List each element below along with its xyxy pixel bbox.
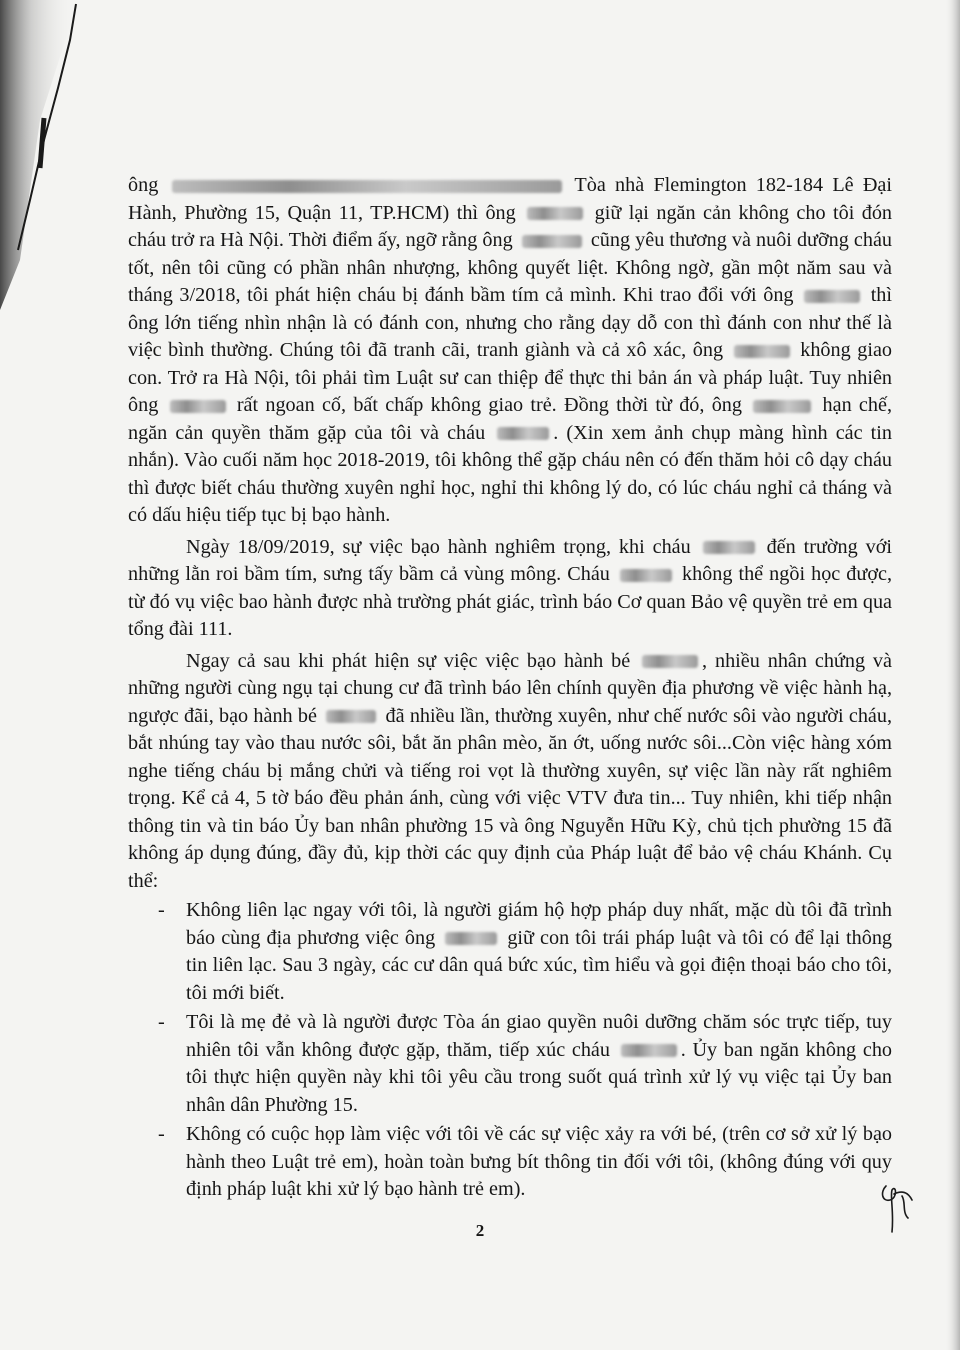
text-segment: giữ con tôi trái pháp luật và tôi có để lại thông tin liên lạc. Sau 3 ngày, các cư dân quá bức xúc, tìm hiểu và gọi điện thoại báo cho tôi, tôi mới biết. xyxy=(186,926,893,1004)
redacted-name xyxy=(497,427,549,440)
initials-signature xyxy=(872,1172,922,1242)
paragraph-2 xyxy=(128,534,892,644)
page-number: 2 xyxy=(475,1221,485,1240)
text-segment: giữ lại ngăn cản không cho tôi đón cháu trở ra Hà Nội. Thời điểm ấy, ngỡ rằng ông xyxy=(128,201,893,251)
redacted-name xyxy=(527,207,583,220)
redacted-name xyxy=(170,400,226,413)
dash-bullet: - xyxy=(158,899,165,921)
text-segment: thì ông lớn tiếng nhìn nhận là có đánh con, nhưng cho rằng dạy dỗ con thì đánh con như thế là việc bình thường. Chúng tôi đã tranh cãi, tranh giành và cả xô xác, ông xyxy=(128,284,893,361)
redacted-name xyxy=(804,290,860,303)
letter-body xyxy=(128,172,892,1206)
text-segment: Không có cuộc họp làm việc với tôi về các sự việc xảy ra với bé, (trên cơ sở xử lý bạo hành theo Luật trẻ em), hoàn toàn bưng bít thông tin đối với tôi, (không đúng với quy định pháp luật khi xử lý bạo hành trẻ em). xyxy=(186,1123,892,1200)
dash-list xyxy=(128,897,892,1204)
text-segment: rất ngoan cố, bất chấp không giao trẻ. Đồng thời từ đó, ông xyxy=(236,394,742,416)
text-segment: Ngày 18/09/2019, sự việc bạo hành nghiêm trọng, khi cháu xyxy=(186,535,691,558)
redacted-name xyxy=(620,569,672,582)
text-segment: Không liên lạc ngay với tôi, là người giám hộ hợp pháp duy nhất, mặc dù tôi đã trình báo cùng địa phương việc ông xyxy=(186,899,892,949)
paragraph-1 xyxy=(128,172,892,530)
text-segment: . (Xin xem ảnh chụp màng hình các tin nhắn). Vào cuối năm học 2018-2019, tôi không thể gặp cháu nên có đến thăm hỏi cô dạy cháu thì được biết cháu thường xuyên nghỉ học, nghỉ thi không lý do, có lúc cháu nghỉ cả tháng và có dấu hiệu tiếp tục bị bạo hành. xyxy=(128,421,892,526)
text-segment: ông xyxy=(128,174,159,196)
paragraph-3 xyxy=(128,648,892,896)
redacted-name xyxy=(326,710,376,723)
dash-bullet: - xyxy=(158,1123,165,1145)
text-segment: không thể ngồi học được, từ đó vụ việc bao hành được nhà trường phát giác, trình báo Cơ quan Bảo vệ quyền trẻ em qua tổng đài 111. xyxy=(128,563,893,640)
redacted-name xyxy=(621,1044,677,1057)
text-segment: Tòa nhà Flemington 182-184 Lê Đại Hành, Phường 15, Quận 11, TP.HCM) thì ông xyxy=(128,174,892,224)
redacted-name xyxy=(642,655,698,668)
text-segment: Ngay cả sau khi phát hiện sự việc việc bạo hành bé xyxy=(186,649,631,672)
text-segment: đã nhiều lần, thường xuyên, như chế nước sôi vào người cháu, bắt nhúng tay vào thau nước sôi, bắt ăn phân mèo, ăn ớt, uống nước sôi...Còn việc hàng xóm nghe tiếng cháu bị mắng chửi và tiếng roi vọt là thường xuyên, sự việc lần này rất nghiêm trọng. Kể cả 4, 5 tờ báo đều phản ánh, cùng với việc VTV đưa tin... Tuy nhiên, khi tiếp nhận thông tin và tin báo Ủy ban nhân phường 15 và ông Nguyễn Hữu Kỳ, chủ tịch phường 15 đã không áp dụng đúng, đầy đủ, kịp thời các quy định của Pháp luật để bảo vệ cháu Khánh. Cụ thể: xyxy=(128,704,893,892)
list-item xyxy=(128,1121,892,1204)
text-segment: cũng yêu thương và nuôi dưỡng cháu tốt, nên tôi cũng có phần nhân nhượng, không quyết liệt. Không ngờ, gần một năm sau và tháng 3/2018, tôi phát hiện cháu bị đánh bầm tím cả mình. Khi trao đổi với ông xyxy=(128,229,893,306)
text-segment: không giao con. Trở ra Hà Nội, tôi phải tìm Luật sư can thiệp để thực thi bản án và pháp luật. Tuy nhiên ông xyxy=(128,339,893,416)
text-segment: . Ủy ban ngăn không cho tôi thực hiện quyền này khi tôi yêu cầu trong suốt quá trình xử lý vụ việc tại Ủy ban nhân dân Phường 15. xyxy=(186,1038,893,1116)
list-item xyxy=(128,897,892,1007)
redacted-text xyxy=(172,180,562,193)
redacted-name xyxy=(445,932,497,945)
text-segment: đến trường với những lằn roi bầm tím, sưng tấy bầm cả vùng mông. Cháu xyxy=(128,535,893,585)
text-segment: hạn chế, ngăn cản quyền thăm gặp của tôi và cháu xyxy=(128,394,892,444)
dash-bullet: - xyxy=(158,1011,165,1033)
text-segment: Tôi là mẹ đẻ và là người được Tòa án giao quyền nuôi dưỡng chăm sóc trực tiếp, tuy nhiên tôi vẫn không được gặp, thăm, tiếp xúc cháu xyxy=(186,1011,892,1061)
text-segment: , nhiều nhân chứng và những người cùng ngụ tại chung cư đã trình báo lên chính quyền địa phương về việc hành hạ, ngược đãi, bạo hành bé xyxy=(128,649,892,727)
redacted-name xyxy=(703,541,755,554)
redacted-name xyxy=(753,400,811,413)
list-item xyxy=(128,1009,892,1119)
redacted-name xyxy=(522,235,582,248)
redacted-name xyxy=(734,345,790,358)
